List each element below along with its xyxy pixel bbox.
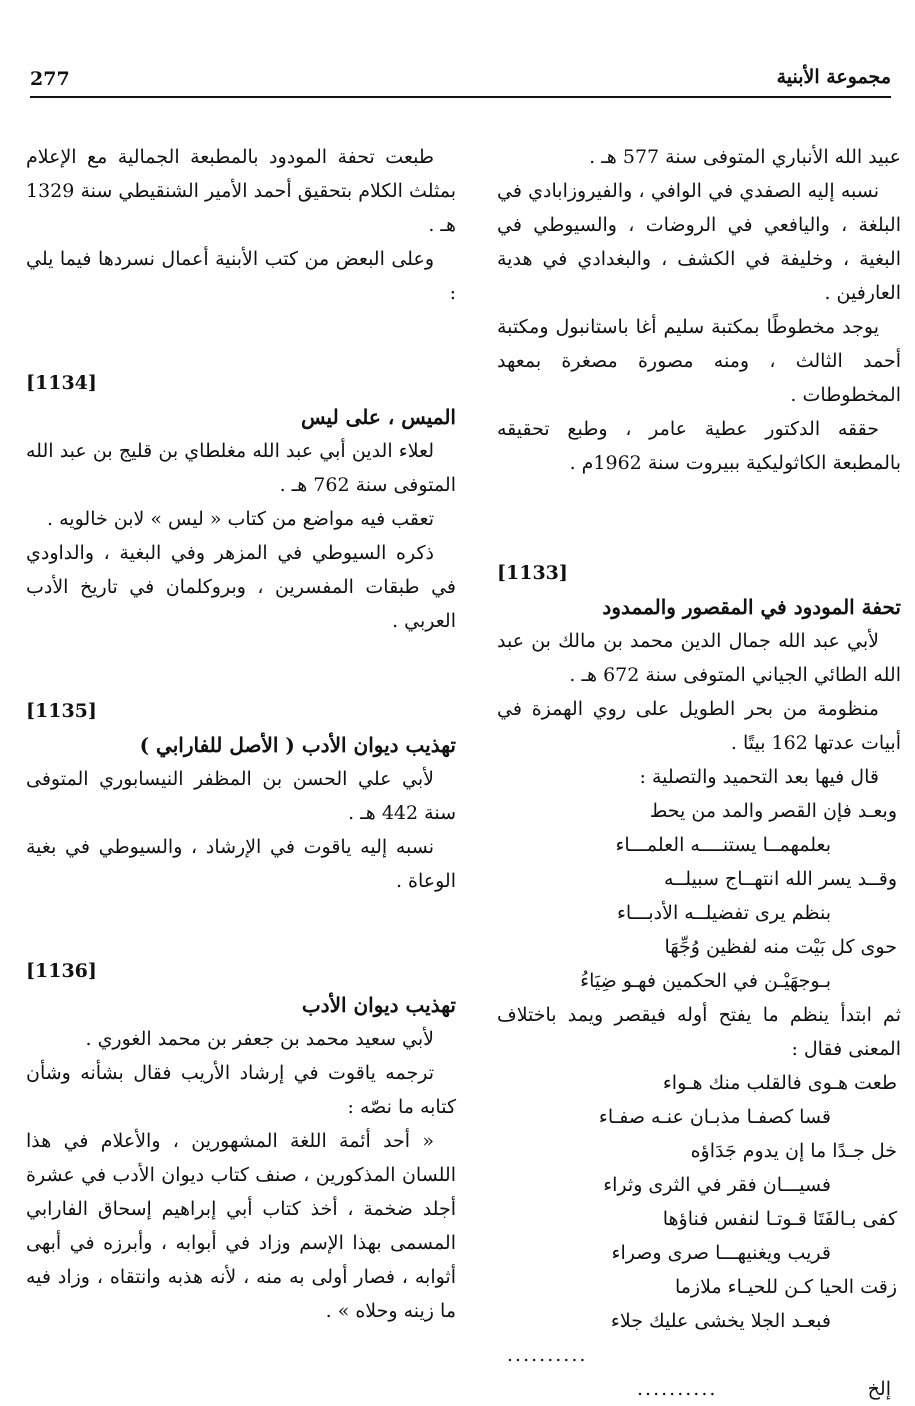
entry-number: [1135]: [26, 700, 97, 722]
paragraph: حققه الدكتور عطية عامر ، وطبع تحقيقه بالمطبعة الكاثوليكية ببيروت سنة 1962م .: [497, 418, 901, 474]
entry-biography: ترجمه ياقوت في إرشاد الأريب فقال بشأنه وشأن كتابه ما نصّه :: [26, 1062, 456, 1118]
ellipsis: ..........: [637, 1378, 718, 1400]
page-header: [30, 58, 891, 98]
page-number: 277: [30, 68, 70, 90]
entry-title: تهذيب ديوان الأدب ( الأصل للفارابي ): [139, 733, 456, 757]
entry-references: ذكره السيوطي في المزهر وفي البغية ، والداودي في طبقات المفسرين ، وبروكلمان في تاريخ الأدب العربي .: [26, 542, 456, 632]
entry-author: لأبي سعيد محمد بن جعفر بن محمد الغوري .: [85, 1028, 434, 1050]
paragraph: وعلى البعض من كتب الأبنية أعمال نسردها فيما يلي :: [26, 248, 456, 304]
verse-intro: قال فيها بعد التحميد والتصلية :: [639, 766, 879, 788]
left-column: [26, 140, 456, 1328]
verse-line: بـوجهَيْـن في الحكمين فهـو ضِيَاءُ: [580, 970, 831, 992]
entry-author: لعلاء الدين أبي عبد الله مغلطاي بن قليج بن عبد الله المتوفى سنة 762 هـ .: [26, 440, 456, 496]
entry-description: تعقب فيه مواضع من كتاب « ليس » لابن خالويه .: [47, 508, 434, 530]
entry-description: منظومة من بحر الطويل على روي الهمزة في أبيات عدتها 162 بيتًا .: [497, 698, 901, 754]
paragraph: عبيد الله الأنباري المتوفى سنة 577 هـ .: [589, 146, 901, 168]
entry-quote: « أحد أئمة اللغة المشهورين ، والأعلام في هذا اللسان المذكورين ، صنف كتاب ديوان الأدب في عشرة أجلد ضخمة ، أخذ كتاب أبي إبراهيم إسحاق الفارابي المسمى بهذا الإسم وزاد في أبوابه ، وأبرزه في أبهى أثوابه ، فصار أولى به منه ، لأنه هذبه وانتقاه ، وزاد فيه ما زينه وحلاه » .: [26, 1130, 456, 1322]
verse-line: قريب ويغنيهـــا صرى وصراء: [611, 1242, 831, 1264]
paragraph: يوجد مخطوطًا بمكتبة سليم أغا باستانبول ومكتبة أحمد الثالث ، ومنه مصورة مصغرة بمعهد المخطوطات .: [497, 316, 901, 406]
entry-number: [1133]: [497, 562, 568, 584]
verse-line: وقــد يسر الله انتهــاج سبيلــه: [663, 868, 897, 890]
verse-line: فبعـد الجلا يخشى عليك جلاء: [610, 1310, 831, 1332]
entry-title: تهذيب ديوان الأدب: [301, 993, 456, 1017]
paragraph: نسبه إليه الصفدي في الوافي ، والفيروزابادي في البلغة ، واليافعي في الروضات ، والسيوطي في البغية ، وخليفة في الكشف ، والبغدادي في هدية العارفين .: [497, 180, 901, 304]
verse-line: بعلمهمــا يستنــــه العلمـــاء: [615, 834, 831, 856]
verse-line: بنظم يرى تفضيلــه الأدبـــاء: [616, 902, 831, 924]
paragraph: ثم ابتدأ ينظم ما يفتح أوله فيقصر ويمد باختلاف المعنى فقال :: [497, 1004, 901, 1060]
verse-line: قسا كصفـا مذبـان عنـه صفـاء: [598, 1106, 831, 1128]
running-title: مجموعة الأبنية: [776, 66, 891, 88]
entry-number: [1136]: [26, 960, 97, 982]
verse-line: طعت هـوى فالقلب منك هـواء: [662, 1072, 897, 1094]
entry-number: [1134]: [26, 372, 97, 394]
ellipsis-row: [497, 1372, 901, 1406]
entry-title: تحفة المودود في المقصور والممدود: [602, 595, 901, 619]
entry-title: الميس ، على ليس: [301, 405, 456, 429]
paragraph: طبعت تحفة المودود بالمطبعة الجمالية مع الإعلام بمثلث الكلام بتحقيق أحمد الأمير الشنقيطي سنة 1329 هـ .: [26, 146, 456, 236]
ilakh-label: إلخ: [867, 1378, 891, 1400]
ellipsis: ..........: [507, 1344, 588, 1366]
verse-line: فسيـــان فقر في الثرى وثراء: [603, 1174, 831, 1196]
right-column: [497, 140, 901, 1406]
verse-line: كفى بـالفَتَا قـوتـا لنفس فناؤها: [662, 1208, 897, 1230]
verse-line: زقت الحيا كـن للحيـاء ملازما: [674, 1276, 897, 1298]
verse-line: خل جـدًا ما إن يدوم جَدَاؤه: [690, 1140, 897, 1162]
verse-line: وبعـد فإن القصر والمد من يحط: [649, 800, 897, 822]
entry-author: لأبي علي الحسن بن المظفر النيسابوري المتوفى سنة 442 هـ .: [26, 768, 456, 824]
verse-line: حوى كل بَيْت منه لفظين وُجِّهَا: [664, 936, 897, 958]
entry-references: نسبه إليه ياقوت في الإرشاد ، والسيوطي في بغية الوعاة .: [26, 836, 456, 892]
entry-author: لأبي عبد الله جمال الدين محمد بن مالك بن عبد الله الطائي الجياني المتوفى سنة 672 هـ .: [497, 630, 901, 686]
